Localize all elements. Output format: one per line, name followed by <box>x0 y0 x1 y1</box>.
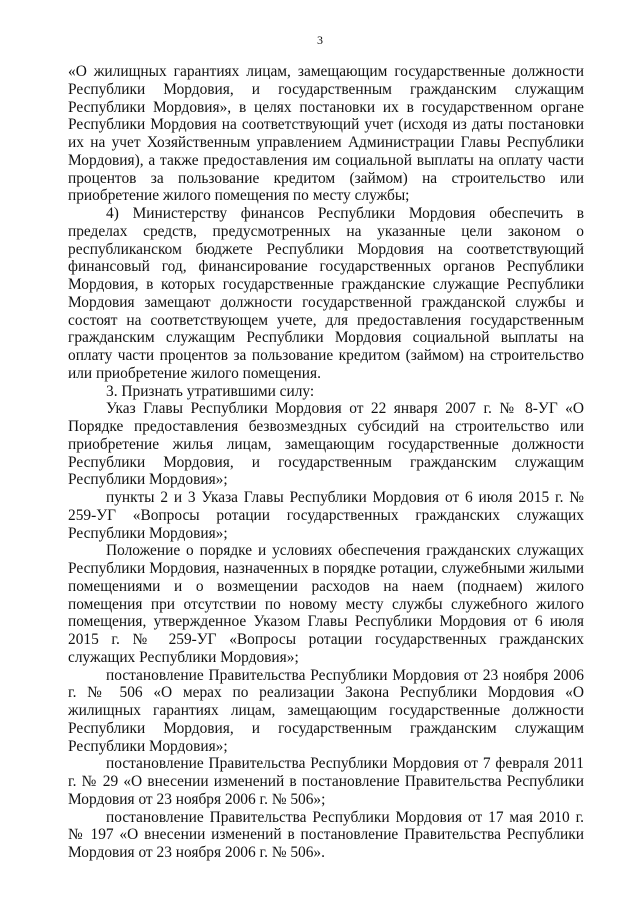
paragraph-repealed-regulation: Положение о порядке и условиях обеспечения гражданских служащих Республики Мордовия, назначенных в порядке ротации, служебными жилыми помещениями и о возмещении расходов на наем (поднаем) жилого помещения при отсутствии по новому месту службы служебного жилого помещения, утвержденное Указом Главы Республики Мордовия от 6 июля 2015 г. № 259-УГ «Вопросы ротации государственных гражданских служащих Республики Мордовия»; <box>68 542 584 666</box>
page-number: 3 <box>317 33 323 47</box>
paragraph-repealed-resolution-197: постановление Правительства Республики Мордовия от 17 мая 2010 г. № 197 «О внесении изменений в постановление Правительства Республики Мордовия от 23 ноября 2006 г. № 506». <box>68 808 584 861</box>
paragraph-repealed-resolution-506: постановление Правительства Республики Мордовия от 23 ноября 2006 г. № 506 «О мерах по реализации Закона Республики Мордовия «О жилищных гарантиях лицам, замещающим государственные должности Республики Мордовия, и государственным гражданским служащим Республики Мордовия»; <box>68 666 584 755</box>
paragraph-continuation: «О жилищных гарантиях лицам, замещающим государственные должности Республики Мордовия, и государственным гражданским служащим Республики Мордовия», в целях постановки их в государственном органе Республики Мордовия на соответствующий учет (исходя из даты постановки их на учет Хозяйственным управлением Администрации Главы Республики Мордовия), а также предоставления им социальной выплаты на оплату части процентов за пользование кредитом (займом) на строительство или приобретение жилого помещения по месту службы; <box>68 63 584 205</box>
document-body <box>68 63 584 862</box>
paragraph-repealed-resolution-29: постановление Правительства Республики Мордовия от 7 февраля 2011 г. № 29 «О внесении изменений в постановление Правительства Республики Мордовия от 23 ноября 2006 г. № 506»; <box>68 755 584 808</box>
paragraph-repealed-decree-259-ug-items: пункты 2 и 3 Указа Главы Республики Мордовия от 6 июля 2015 г. № 259-УГ «Вопросы ротации государственных гражданских служащих Республики Мордовия»; <box>68 489 584 542</box>
paragraph-section-3-repeal: 3. Признать утратившими силу: <box>106 382 315 400</box>
paragraph-item-4-ministry-of-finance: 4) Министерству финансов Республики Мордовия обеспечить в пределах средств, предусмотренных на указанные цели законом о республиканском бюджете Республики Мордовия на соответствующий финансовый год, финансирование государственных органов Республики Мордовия, в которых государственные гражданские служащие Республики Мордовия замещают должности государственной гражданской службы и состоят на соответствующем учете, для предоставления государственным гражданским служащим Республики Мордовия социальной выплаты на оплату части процентов за пользование кредитом (займом) на строительство или приобретение жилого помещения. <box>68 205 584 382</box>
paragraph-repealed-decree-8-ug: Указ Главы Республики Мордовия от 22 января 2007 г. № 8-УГ «О Порядке предоставления безвозмездных субсидий на строительство или приобретение жилья лицам, замещающим государственные должности Республики Мордовия, и государственным гражданским служащим Республики Мордовия»; <box>68 400 584 489</box>
